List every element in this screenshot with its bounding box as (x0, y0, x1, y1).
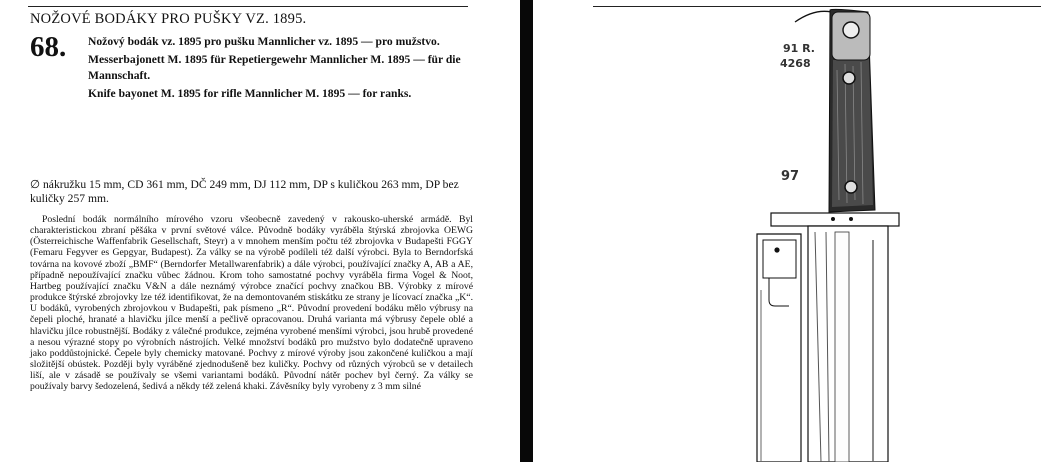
header-rule (28, 6, 468, 7)
page-gutter (520, 0, 533, 462)
title-german: Messerbajonett M. 1895 für Repetiergewehr Mannlicher M. 1895 — für die Mannschaft. (88, 53, 461, 82)
scabbard (757, 234, 801, 462)
marking-top-line1: 91 R. (783, 42, 815, 55)
title-czech: Nožový bodák vz. 1895 pro pušku Mannlicher vz. 1895 — pro mužstvo. (88, 35, 440, 48)
right-page (533, 0, 1041, 462)
section-title: NOŽOVÉ BODÁKY PRO PUŠKY VZ. 1895. (30, 11, 307, 27)
rivet-top (843, 72, 855, 84)
marking-mid: 97 (781, 169, 800, 184)
entry-number: 68. (30, 31, 67, 63)
title-english: Knife bayonet M. 1895 for rifle Mannlicher M. 1895 — for ranks. (88, 86, 412, 100)
crossguard (771, 213, 899, 226)
dimensions-line: ∅ nákružku 15 mm, CD 361 mm, DČ 249 mm, DJ 112 mm, DP s kuličkou 263 mm, DP bez kuličky 257 mm. (30, 178, 459, 205)
marking-top-line2: 4268 (780, 57, 811, 70)
entry-titles (88, 34, 472, 104)
left-page (0, 0, 520, 462)
body-paragraph: Poslední bodák normálního mírového vzoru všeobecně zavedený v rakousko-uherské armádě. Byl charakteristickou zbraní pěšáka v první světové válce. Původně bodáky vyráběla štýrská zbrojovka OEWG (Österreichische Waffenfabrik Gesellschaft, Steyr) a v mnohem menším počtu též zbrojovka v Budapešti FGGY (Femaru Fegyver es Gepgyar, Budapest). Za války se na výrobě podíleli též další výrobci. Byla to Berndorfská továrna na kovové zboží „BMF“ (Berndorfer Metallwarenfabrik) a dále výrobci, používající značky A, AB a AE, případně nepoužívající značku vůbec žádnou. Krom toho samostatné pochvy vyráběla firma Vogel & Noot, Hartbeg používající značku V&N a dále neznámý výrobce značící pochvy značkou BB. Výrobky z mírové produkce štýrské zbrojovky lze též identifikovat, že na demontovaném stiskátku ze strany je lícovací značka „K“. U bodáků, vyrobených zbrojovkou v Budapešti, pak písmeno „R“. Původní provedení bodáku mělo výbrusy na čepeli ploché, hranaté a hlavičku jílce menší a pečlivě opracovanou. Druhá varianta má výbrusy čepele oblé a hlavičku jílce robustnější. Bodáky z válečné produkce, zejména vyrobené menšími výrobci, jsou hrubě provedené a nesou výrazné stopy po výrobních nástrojích. Velké množství bodáků pro mužstvo bylo dodatečně upraveno jako poddůstojnické. Čepele byly chemicky matované. Pochvy z mírové výroby jsou zakončené kuličkou a mají složitější obústek. Později byly vyráběné zjednodušeně bez kuličky. Pochvy od různých výrobců se v detailech liší, ale v zásadě se používaly se všemi variantami bodáků. Původní nátěr pochev byl černý. Za války se používaly barvy šedozelená, šedivá a někdy též zelená khaki. Závěsníky byly vyrobeny z 3 mm silné (30, 214, 473, 393)
rivet-bottom (845, 181, 857, 193)
